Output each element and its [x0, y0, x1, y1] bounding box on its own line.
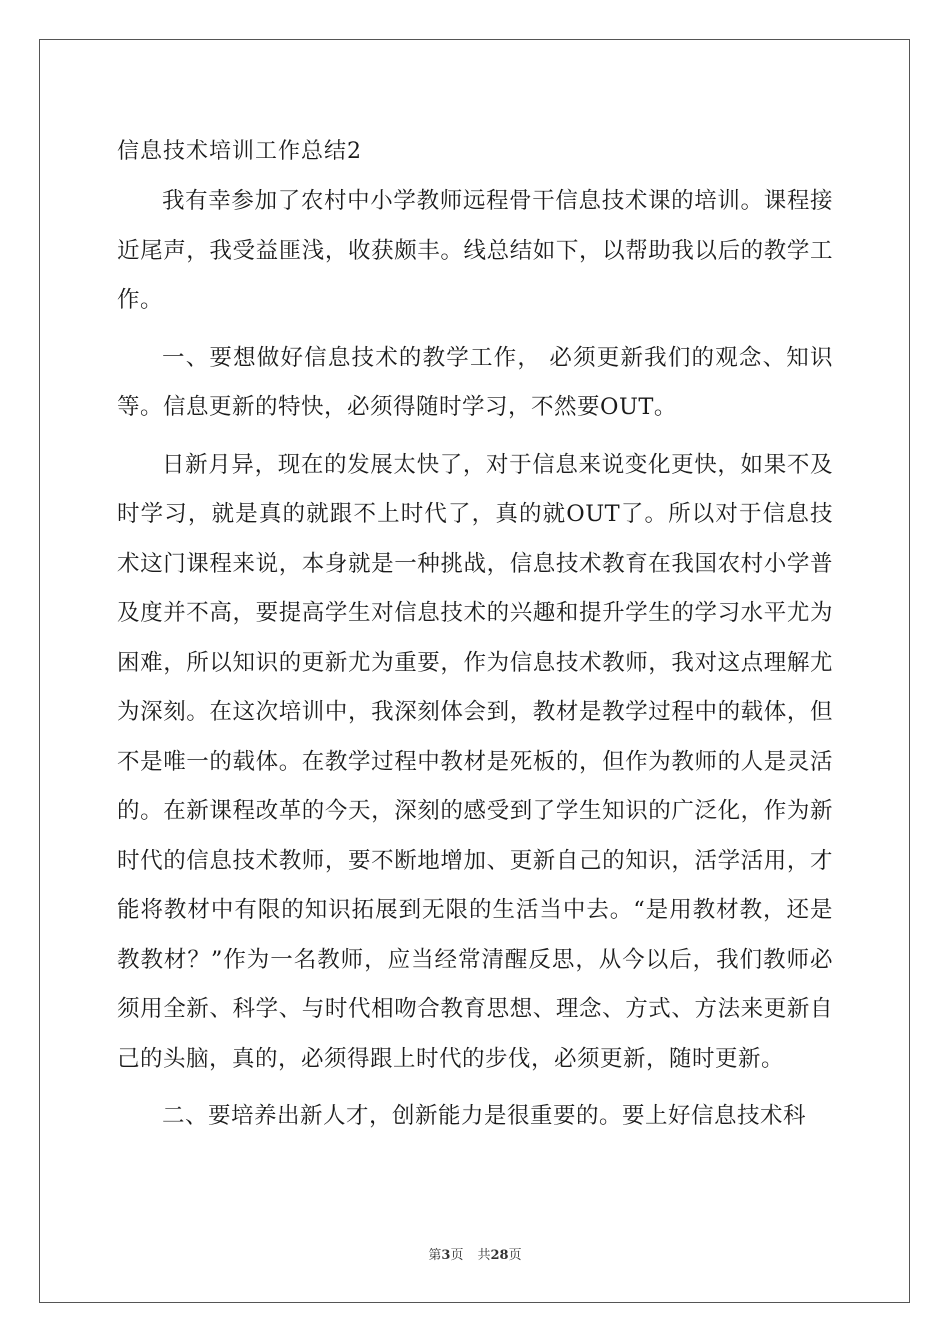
document-body: [117, 127, 833, 1150]
page-number: 第3页: [428, 1248, 464, 1263]
paragraph-point-one: 一、要想做好信息技术的教学工作， 必须更新我们的观念、知识等。信息更新的特快，必须得随时学习，不然要OUT。: [117, 344, 833, 420]
paragraph-intro: 我有幸参加了农村中小学教师远程骨干信息技术课的培训。课程接近尾声，我受益匪浅，收获颇丰。线总结如下，以帮助我以后的教学工作。: [117, 188, 833, 313]
page-total: 共28页: [477, 1248, 522, 1263]
page-footer: [0, 1244, 950, 1263]
paragraph-point-two: 二、要培养出新人才，创新能力是很重要的。要上好信息技术科: [162, 1103, 807, 1129]
document-title: 信息技术培训工作总结2: [117, 139, 362, 164]
paragraph-point-one-detail: 日新月异，现在的发展太快了，对于信息来说变化更快，如果不及时学习，就是真的就跟不上时代了，真的就OUT了。所以对于信息技术这门课程来说，本身就是一种挑战，信息技术教育在我国农村小学普及度并不高，要提高学生对信息技术的兴趣和提升学生的学习水平尤为困难，所以知识的更新尤为重要，作为信息技术教师，我对这点理解尤为深刻。在这次培训中，我深刻体会到，教材是教学过程中的载体，但不是唯一的载体。在教学过程中教材是死板的，但作为教师的人是灵活的。在新课程改革的今天，深刻的感受到了学生知识的广泛化，作为新时代的信息技术教师，要不断地增加、更新自己的知识，活学活用，才能将教材中有限的知识拓展到无限的生活当中去。“是用教材教，还是教教材？”作为一名教师，应当经常清醒反思，从今以后，我们教师必须用全新、科学、与时代相吻合教育思想、理念、方式、方法来更新自己的头脑，真的，必须得跟上时代的步伐，必须更新，随时更新。: [117, 451, 833, 1072]
